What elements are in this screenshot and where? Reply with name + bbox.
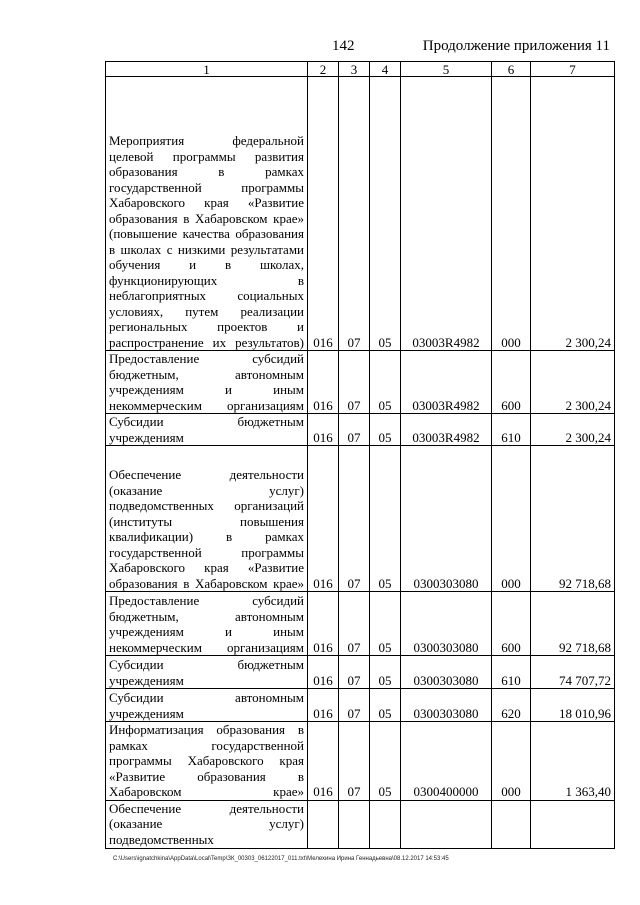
- table-row: [106, 800, 615, 848]
- ministry-code-cell: 016: [308, 656, 339, 689]
- row-name-cell: Предоставление субсидий бюджетным, автономным учреждениям и иным некоммерческим организациям: [106, 351, 308, 414]
- target-article-cell: 0300303080: [401, 446, 492, 592]
- expense-type-cell: 000: [492, 77, 531, 351]
- section-code-cell: 07: [339, 689, 370, 722]
- table-row: [106, 446, 615, 592]
- row-name-cell: Мероприятия федеральной целевой программы развития образования в рамках государственной программы Хабаровского края «Развитие образования в Хабаровском крае» (повышение качества образования в школах с низкими результатами обучения и в школах, функционирующих в неблагоприятных социальных условиях, путем реализации региональных проектов и распространение их результатов): [106, 77, 308, 351]
- subsection-code-cell: 05: [370, 351, 401, 414]
- column-header: 1: [106, 62, 308, 77]
- table-row: [106, 77, 615, 351]
- amount-cell: 2 300,24: [531, 414, 615, 446]
- row-name-cell: Субсидии бюджетным учреждениям: [106, 414, 308, 446]
- subsection-code-cell: 05: [370, 722, 401, 801]
- table-row: [106, 351, 615, 414]
- expense-type-cell: 000: [492, 722, 531, 801]
- section-code-cell: 07: [339, 722, 370, 801]
- expense-type-cell: [492, 800, 531, 848]
- row-name-cell: Информатизация образования в рамках государственной программы Хабаровского края «Развитие образования в Хабаровском крае»: [106, 722, 308, 801]
- section-code-cell: 07: [339, 351, 370, 414]
- amount-cell: 92 718,68: [531, 446, 615, 592]
- table-row: [106, 722, 615, 801]
- amount-cell: 2 300,24: [531, 351, 615, 414]
- table-row: [106, 656, 615, 689]
- budget-table: [105, 61, 615, 849]
- ministry-code-cell: 016: [308, 77, 339, 351]
- target-article-cell: 0300303080: [401, 689, 492, 722]
- subsection-code-cell: 05: [370, 414, 401, 446]
- file-path-footer: C:\Users\ignatchkina\AppData\Local\Temp\ЗК_00303_06122017_011.txt\Мелехина Ирина Геннадьевна\08.12.2017 14:53:45: [113, 856, 449, 862]
- section-code-cell: 07: [339, 414, 370, 446]
- section-code-cell: 07: [339, 656, 370, 689]
- expense-type-cell: 000: [492, 446, 531, 592]
- target-article-cell: 03003R4982: [401, 351, 492, 414]
- amount-cell: [531, 800, 615, 848]
- expense-type-cell: 610: [492, 414, 531, 446]
- expense-type-cell: 600: [492, 351, 531, 414]
- page-number: 142: [332, 38, 355, 54]
- target-article-cell: 0300400000: [401, 722, 492, 801]
- subsection-code-cell: 05: [370, 592, 401, 656]
- amount-cell: 1 363,40: [531, 722, 615, 801]
- row-name-cell: Субсидии бюджетным учреждениям: [106, 656, 308, 689]
- section-code-cell: 07: [339, 592, 370, 656]
- amount-cell: 74 707,72: [531, 656, 615, 689]
- column-header: 5: [401, 62, 492, 77]
- amount-cell: 18 010,96: [531, 689, 615, 722]
- column-header: 7: [531, 62, 615, 77]
- table-row: [106, 592, 615, 656]
- ministry-code-cell: 016: [308, 722, 339, 801]
- table-header-row: [106, 62, 615, 77]
- target-article-cell: 0300303080: [401, 656, 492, 689]
- amount-cell: 2 300,24: [531, 77, 615, 351]
- expense-type-cell: 610: [492, 656, 531, 689]
- expense-type-cell: 600: [492, 592, 531, 656]
- ministry-code-cell: 016: [308, 446, 339, 592]
- ministry-code-cell: 016: [308, 414, 339, 446]
- section-code-cell: [339, 800, 370, 848]
- section-code-cell: 07: [339, 77, 370, 351]
- row-name-cell: Обеспечение деятельности (оказание услуг) подведомственных: [106, 800, 308, 848]
- subsection-code-cell: [370, 800, 401, 848]
- column-header: 4: [370, 62, 401, 77]
- subsection-code-cell: 05: [370, 77, 401, 351]
- ministry-code-cell: 016: [308, 351, 339, 414]
- column-header: 3: [339, 62, 370, 77]
- column-header: 2: [308, 62, 339, 77]
- appendix-continuation-label: Продолжение приложения 11: [422, 38, 610, 54]
- ministry-code-cell: 016: [308, 689, 339, 722]
- target-article-cell: 03003R4982: [401, 414, 492, 446]
- row-name-cell: Субсидии автономным учреждениям: [106, 689, 308, 722]
- row-name-cell: Обеспечение деятельности (оказание услуг) подведомственных организаций (институты повышения квалификации) в рамках государственной программы Хабаровского края «Развитие образования в Хабаровском крае»: [106, 446, 308, 592]
- expense-type-cell: 620: [492, 689, 531, 722]
- subsection-code-cell: 05: [370, 689, 401, 722]
- subsection-code-cell: 05: [370, 656, 401, 689]
- amount-cell: 92 718,68: [531, 592, 615, 656]
- target-article-cell: [401, 800, 492, 848]
- ministry-code-cell: 016: [308, 592, 339, 656]
- section-code-cell: 07: [339, 446, 370, 592]
- table-row: [106, 414, 615, 446]
- target-article-cell: 0300303080: [401, 592, 492, 656]
- column-header: 6: [492, 62, 531, 77]
- target-article-cell: 03003R4982: [401, 77, 492, 351]
- ministry-code-cell: [308, 800, 339, 848]
- subsection-code-cell: 05: [370, 446, 401, 592]
- row-name-cell: Предоставление субсидий бюджетным, автономным учреждениям и иным некоммерческим организациям: [106, 592, 308, 656]
- table-row: [106, 689, 615, 722]
